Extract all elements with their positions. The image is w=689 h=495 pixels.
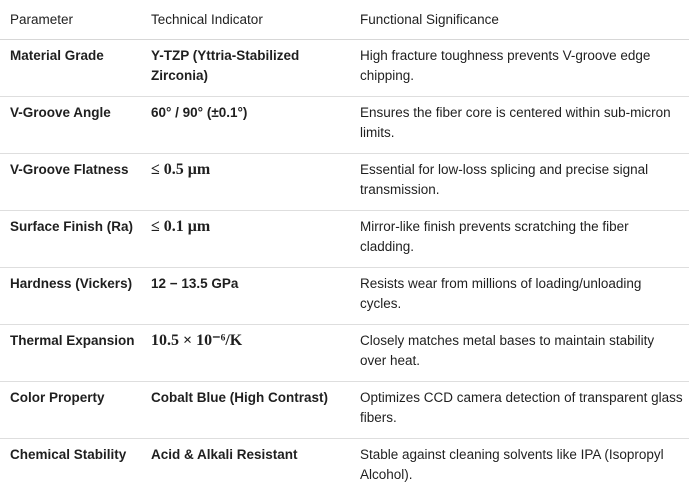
- cell-significance: Essential for low-loss splicing and precise signal transmission.: [350, 154, 689, 211]
- cell-significance: High fracture toughness prevents V-groove edge chipping.: [350, 40, 689, 97]
- cell-significance: Resists wear from millions of loading/unloading cycles.: [350, 268, 689, 325]
- header-functional-significance: Functional Significance: [350, 0, 689, 40]
- table-row: [0, 268, 689, 325]
- cell-significance: Mirror-like finish prevents scratching the fiber cladding.: [350, 211, 689, 268]
- table-row: [0, 154, 689, 211]
- header-row: [0, 0, 689, 40]
- cell-parameter: Surface Finish (Ra): [0, 211, 141, 268]
- cell-significance: Ensures the fiber core is centered within sub-micron limits.: [350, 97, 689, 154]
- cell-indicator: Acid & Alkali Resistant: [141, 439, 350, 495]
- header-parameter: Parameter: [0, 0, 141, 40]
- cell-parameter: Color Property: [0, 382, 141, 439]
- header-technical-indicator: Technical Indicator: [141, 0, 350, 40]
- cell-significance: Optimizes CCD camera detection of transparent glass fibers.: [350, 382, 689, 439]
- table-row: [0, 40, 689, 97]
- cell-parameter: V-Groove Flatness: [0, 154, 141, 211]
- cell-indicator: ≤ 0.5 μm: [141, 154, 350, 211]
- cell-parameter: V-Groove Angle: [0, 97, 141, 154]
- table-row: [0, 97, 689, 154]
- cell-indicator: 10.5 × 10⁻⁶/K: [141, 325, 350, 382]
- table-row: [0, 439, 689, 495]
- cell-indicator: 60° / 90° (±0.1°): [141, 97, 350, 154]
- cell-parameter: Thermal Expansion: [0, 325, 141, 382]
- cell-indicator: Y-TZP (Yttria-Stabilized Zirconia): [141, 40, 350, 97]
- cell-indicator: 12 − 13.5 GPa: [141, 268, 350, 325]
- cell-parameter: Material Grade: [0, 40, 141, 97]
- table-row: [0, 211, 689, 268]
- cell-indicator: Cobalt Blue (High Contrast): [141, 382, 350, 439]
- table-row: [0, 325, 689, 382]
- cell-indicator: ≤ 0.1 μm: [141, 211, 350, 268]
- cell-significance: Stable against cleaning solvents like IPA (Isopropyl Alcohol).: [350, 439, 689, 495]
- cell-parameter: Hardness (Vickers): [0, 268, 141, 325]
- table-row: [0, 382, 689, 439]
- cell-significance: Closely matches metal bases to maintain stability over heat.: [350, 325, 689, 382]
- cell-parameter: Chemical Stability: [0, 439, 141, 495]
